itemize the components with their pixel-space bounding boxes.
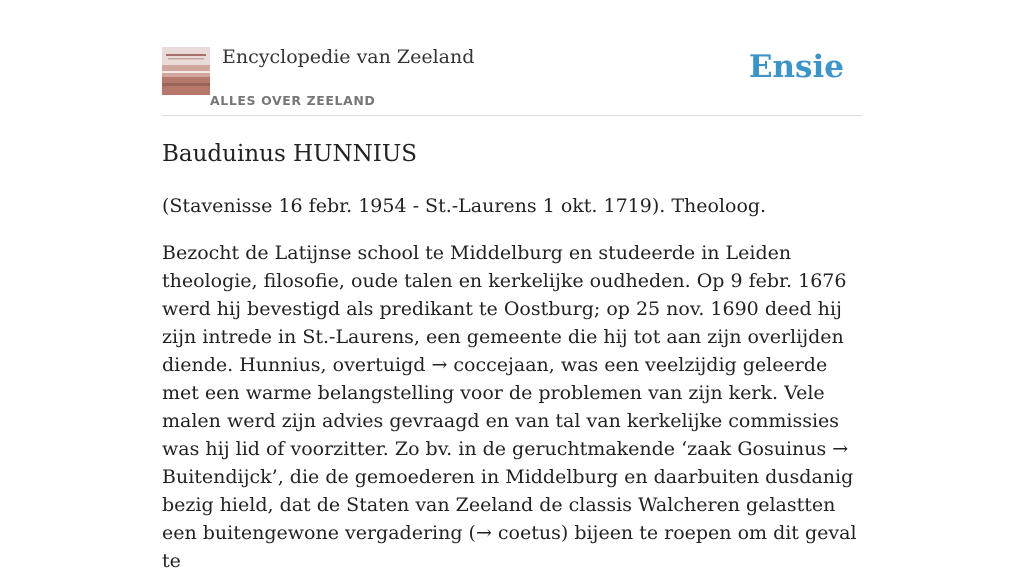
site-header [162,45,862,116]
page-title: Bauduinus HUNNIUS [162,141,417,167]
article-intro-paragraph: (Stavenisse 16 febr. 1954 - St.-Laurens 1 okt. 1719). Theoloog. [162,195,767,217]
site-tagline: ALLES OVER ZEELAND [210,93,376,108]
book-cover-icon [162,47,210,95]
article-content [162,138,862,575]
site-title-link[interactable]: Encyclopedie van Zeeland [222,46,475,68]
article-body-paragraph: Bezocht de Latijnse school te Middelburg en studeerde in Leiden theologie, filosofie, oude talen en kerkelijke oudheden. Op 9 febr. 1676 werd hij bevestigd als predikant te Oostburg; op 25 nov. 1690 deed hij zijn intrede in St.-Laurens, een gemeente die hij tot aan zijn overlijden diende. Hunnius, overtuigd → coccejaan, was een veelzijdig geleerde met een warme belangstelling voor de problemen van zijn kerk. Vele malen werd zijn advies gevraagd en van tal van kerkelijke commissies was hij lid of voorzitter. Zo bv. in de geruchtmakende ‘zaak Gosuinus → Buitendijck’, die de gemoederen in Middelburg en daarbuiten dusdanig bezig hield, dat de Staten van Zeeland de classis Walcheren gelastten een buitengewone vergadering (→ coetus) bijeen te roepen om dit geval te [162,242,857,572]
encyclopedia-cover-avatar[interactable] [162,47,210,95]
ensie-logo-link[interactable]: Ensie [748,49,844,85]
